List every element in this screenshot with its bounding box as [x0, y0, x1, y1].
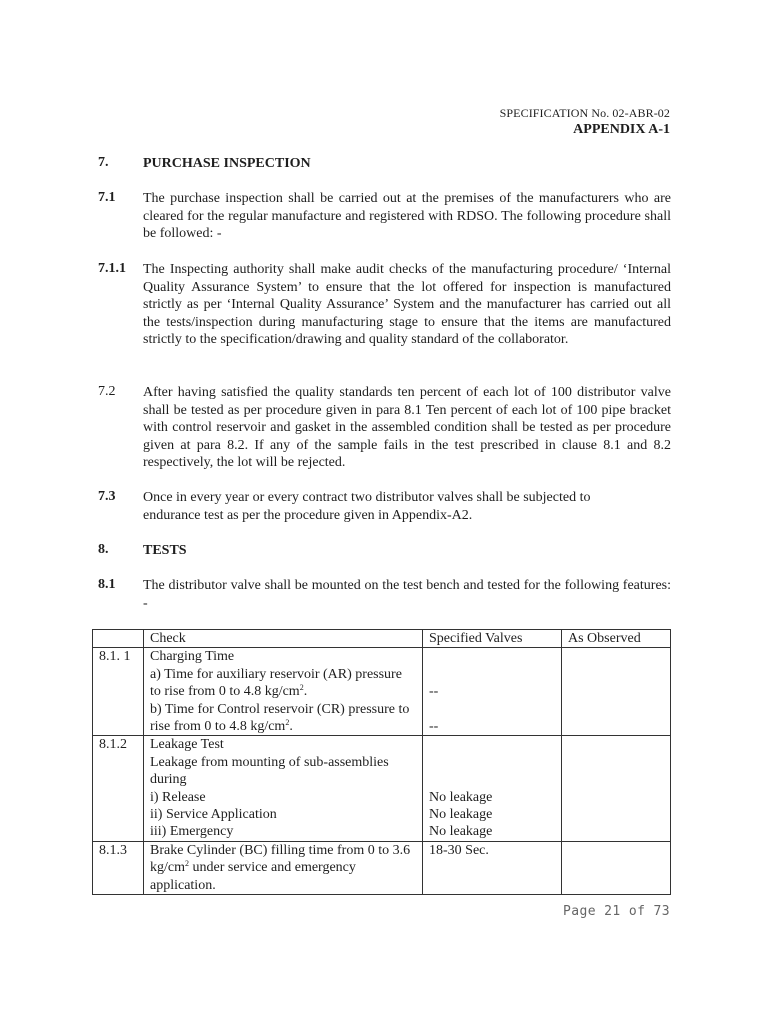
check-line: Brake Cylinder (BC) filling time from 0 to 3.6 — [150, 842, 411, 858]
check-line: iii) Emergency — [150, 824, 234, 840]
section-number: 7.3 — [98, 489, 116, 504]
table-row — [93, 648, 671, 736]
check-line: b) Time for Control reservoir (CR) pressure to — [150, 701, 410, 717]
section-number: 8.1 — [98, 577, 116, 592]
section-heading: PURCHASE INSPECTION — [143, 156, 311, 171]
check-title: Leakage Test — [150, 737, 224, 753]
header-cell-check: Check — [144, 630, 423, 648]
section-7 — [98, 155, 671, 173]
check-line: during — [150, 772, 187, 788]
section-number: 8. — [98, 542, 109, 557]
table-row — [93, 736, 671, 841]
section-number: 7.1 — [98, 190, 116, 205]
check-cell — [144, 648, 423, 736]
check-cell — [144, 841, 423, 894]
table-row — [93, 841, 671, 894]
paragraph-line: endurance test as per the procedure given in Appendix-A2. — [143, 507, 473, 523]
section-paragraph: After having satisfied the quality standards ten percent of each lot of 100 distributor valve shall be tested as per procedure given in para 8.1 Ten percent of each lot of 100 pipe bracket with control reservoir and gasket in the assembled condition shall be tested as per procedure given at para 8.2. If any of the sample fails in the test prescribed in clause 8.1 and 8.2 respectively, the lot will be rejected. — [143, 385, 671, 471]
section-7-1 — [98, 190, 671, 243]
section-7-3 — [98, 489, 671, 524]
section-paragraph — [143, 489, 671, 524]
check-line: application. — [150, 877, 216, 893]
paragraph-line: Once in every year or every contract two distributor valves shall be subjected to — [143, 490, 591, 505]
specified-cell — [423, 648, 562, 736]
section-paragraph: The Inspecting authority shall make audit checks of the manufacturing procedure/ ‘Internal Quality Assurance System’ to ensure that the lot offered for inspection is manufactured strictly as per ‘Internal Quality Assurance’ System and the manufacturer has carried out all the tests/inspection during manufacturing stage to ensure that the items are manufactured strictly to the specification/drawing and quality standard of the collaborator. — [143, 262, 671, 348]
header-cell-number — [93, 630, 144, 648]
section-paragraph: The purchase inspection shall be carried out at the premises of the manufacturers who are cleared for the regular manufacture and registered with RDSO. The following procedure shall be followed: - — [143, 191, 671, 242]
specification-number: SPECIFICATION No. 02-ABR-02 — [499, 106, 670, 120]
check-line: a) Time for auxiliary reservoir (AR) pressure — [150, 666, 402, 682]
check-line: to rise from 0 to 4.8 $kg/cm^2$. — [150, 683, 308, 700]
section-number: 7.2 — [98, 384, 116, 399]
page-number: Page 21 of 73 — [563, 904, 670, 919]
check-line: ii) Service Application — [150, 807, 277, 823]
observed-cell — [562, 841, 671, 894]
observed-cell — [562, 736, 671, 841]
section-heading: TESTS — [143, 543, 187, 558]
specified-value: No leakage — [429, 824, 493, 840]
check-line: i) Release — [150, 789, 206, 805]
appendix-title: APPENDIX A-1 — [573, 122, 670, 137]
section-8 — [98, 542, 671, 560]
row-number: 8.1. 1 — [93, 648, 144, 736]
section-number: 7.1.1 — [98, 261, 126, 276]
check-line: $kg/cm^2$ under service and emergency — [150, 859, 356, 876]
section-8-1 — [98, 577, 671, 612]
section-number: 7. — [98, 155, 109, 170]
specified-value: No leakage — [429, 789, 493, 805]
header-cell-observed: As Observed — [562, 630, 671, 648]
specified-cell — [423, 736, 562, 841]
specified-value: No leakage — [429, 807, 493, 823]
row-number: 8.1.2 — [93, 736, 144, 841]
check-cell — [144, 736, 423, 841]
specified-cell — [423, 841, 562, 894]
specified-value: 18-30 Sec. — [429, 842, 489, 858]
tests-table — [92, 629, 671, 895]
specified-value: -- — [429, 684, 439, 700]
observed-cell — [562, 648, 671, 736]
section-7-2 — [98, 384, 671, 472]
check-title: Charging Time — [150, 649, 235, 665]
specified-value: -- — [429, 719, 439, 735]
section-7-1-1 — [98, 261, 671, 349]
check-line: rise from 0 to 4.8 $kg/cm^2$. — [150, 718, 293, 735]
row-number: 8.1.3 — [93, 841, 144, 894]
section-paragraph: The distributor valve shall be mounted on the test bench and tested for the following features: - — [143, 578, 671, 611]
header-cell-specified: Specified Valves — [423, 630, 562, 648]
check-line: Leakage from mounting of sub-assemblies — [150, 754, 389, 770]
table-header-row — [93, 630, 671, 648]
